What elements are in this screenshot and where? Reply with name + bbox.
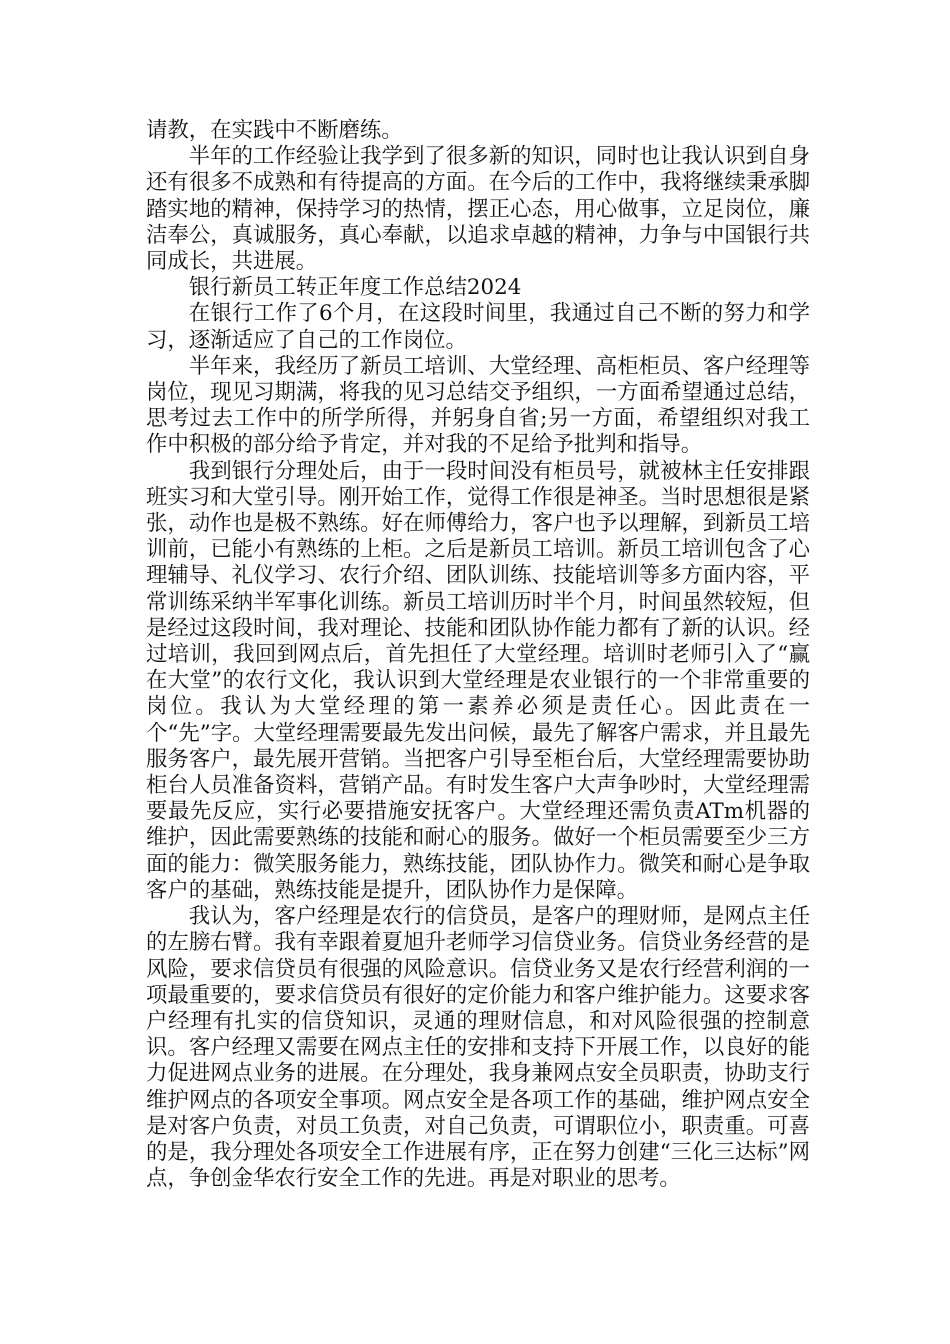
- paragraph-2: 半年的工作经验让我学到了很多新的知识，同时也让我认识到自身还有很多不成熟和有待提高的方面。在今后的工作中，我将继续秉承脚踏实地的精神，保持学习的热情，摆正心态，用心做事，立足岗位，廉洁奉公，真诚服务，真心奉献，以追求卓越的精神，力争与中国银行共同成长，共进展。: [146, 144, 810, 275]
- paragraph-4: 半年来，我经历了新员工培训、大堂经理、高柜柜员、客户经理等岗位，现见习期满，将我的见习总结交予组织，一方面希望通过总结，思考过去工作中的所学所得，并躬身自省;另一方面，希望组织对我工作中积极的部分给予肯定，并对我的不足给予批判和指导。: [146, 353, 810, 458]
- paragraph-1: 请教，在实践中不断磨练。: [146, 118, 403, 143]
- section-heading: 银行新员工转正年度工作总结2024: [188, 275, 522, 301]
- document-page: [146, 118, 810, 1192]
- paragraph-3: 在银行工作了6个月，在这段时间里，我通过自己不断的努力和学习，逐渐适应了自己的工作岗位。: [146, 301, 810, 353]
- paragraph-5: 我到银行分理处后，由于一段时间没有柜员号，就被林主任安排跟班实习和大堂引导。刚开始工作，觉得工作很是神圣。当时思想很是紧张，动作也是极不熟练。好在师傅给力，客户也予以理解，到新员工培训前，已能小有熟练的上柜。之后是新员工培训。新员工培训包含了心理辅导、礼仪学习、农行介绍、团队训练、技能培训等多方面内容，平常训练采纳半军事化训练。新员工培训历时半个月，时间虽然较短，但是经过这段时间，我对理论、技能和团队协作能力都有了新的认识。经过培训，我回到网点后，首先担任了大堂经理。培训时老师引入了“赢在大堂”的农行文化，我认识到大堂经理是农业银行的一个非常重要的岗位。我认为大堂经理的第一素养必须是责任心。因此责在一个“先”字。大堂经理需要最先发出问候，最先了解客户需求，并且最先服务客户，最先展开营销。当把客户引导至柜台后，大堂经理需要协助柜台人员准备资料，营销产品。有时发生客户大声争吵时，大堂经理需要最先反应，实行必要措施安抚客户。大堂经理还需负责ATm机器的维护，因此需要熟练的技能和耐心的服务。做好一个柜员需要至少三方面的能力：微笑服务能力，熟练技能，团队协作力。微笑和耐心是争取客户的基础，熟练技能是提升，团队协作力是保障。: [146, 458, 810, 903]
- paragraph-6: 我认为，客户经理是农行的信贷员，是客户的理财师，是网点主任的左膀右臂。我有幸跟着夏旭升老师学习信贷业务。信贷业务经营的是风险，要求信贷员有很强的风险意识。信贷业务又是农行经营利润的一项最重要的，要求信贷员有很好的定价能力和客户维护能力。这要求客户经理有扎实的信贷知识，灵通的理财信息，和对风险很强的控制意识。客户经理又需要在网点主任的安排和支持下开展工作，以良好的能力促进网点业务的进展。在分理处，我身兼网点安全员职责，协助支行维护网点的各项安全事项。网点安全是各项工作的基础，维护网点安全是对客户负责，对员工负责，对自己负责，可谓职位小，职责重。可喜的是，我分理处各项安全工作进展有序，正在努力创建“三化三达标”网点，争创金华农行安全工作的先进。再是对职业的思考。: [146, 904, 810, 1192]
